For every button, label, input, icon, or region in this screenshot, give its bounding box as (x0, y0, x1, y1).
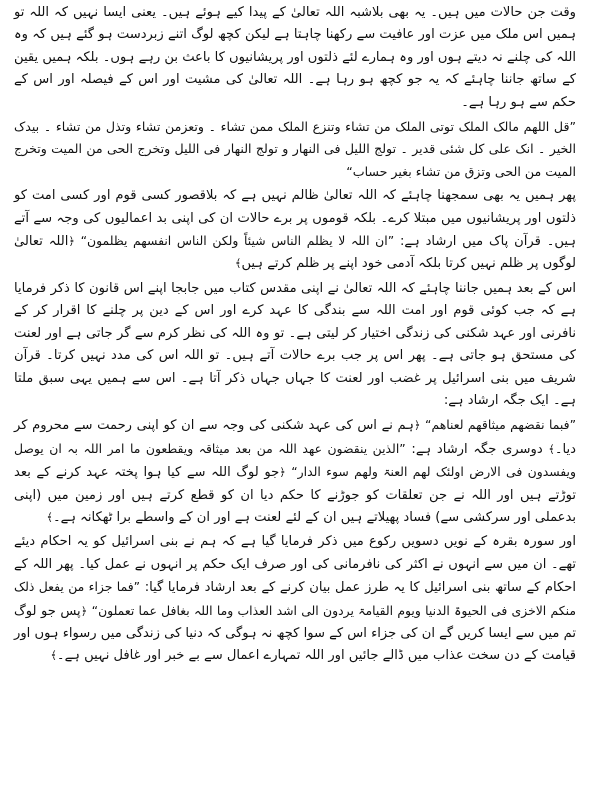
ornament-bracket-icon: ﴾ (548, 442, 555, 456)
text-segment: دوسری جگہ ارشاد ہے: (411, 441, 543, 457)
ornament-bracket-icon: ﴿ (80, 604, 88, 618)
text-segment: اور سورہ بقرہ کے نویں دسویں رکوع میں ذکر فرمایا گیا ہے کہ ہم نے بنی اسرائیل کو یہ احکام دیئے تھے۔ ان میں سے انہوں نے اکثر کی نافرمانی کی اور صرف ایک حکم پر انہوں نے عمل کیا۔ پھر اللہ کے احکام کے ساتھ بنی اسرائیل کا یہ طرز عمل بیان کرنے کے بعد ارشاد فرمایا گیا: (14, 534, 576, 596)
paragraph-current-conditions: وقت جن حالات میں ہیں۔ یہ بھی بلاشبہ اللہ تعالیٰ کے پیدا کیے ہوئے ہیں۔ یعنی ایسا نہیں کہ اللہ تو ہمیں اس ملک میں عزت اور عافیت سے رکھنا چاہتا ہے لیکن کچھ لوگ اتنے زبردست ہو گئے ہیں کہ وہ اللہ کی چلنے نہ دیتے ہوں اور وہ ہمارے لئے ذلتوں اور پریشانیوں کا باعث بن رہے ہوں۔ بلکہ ہمیں یقین کے ساتھ جاننا چاہئے کہ یہ جو کچھ ہو رہا ہے۔ اللہ تعالیٰ کی مشیت اور اس کے فیصلہ اور اس کے حکم سے ہو رہا ہے۔ (13, 5, 576, 110)
translation-segment: جو لوگ اللہ سے کیا ہوا پختہ عہد کرنے کے بعد توڑتے ہیں اور اللہ نے جن تعلقات کو جوڑنے کا حکم دیا ان کو قطع کرتے ہیں اور زمین میں (اپنی بدعملی اور سرکشی سے) فساد پھیلاتے ہیں ان کے لئے لعنت ہے اور ان کے واسطے برا ٹھکانہ ہے۔ (14, 465, 576, 525)
paragraph-divine-law: اس کے بعد ہمیں جاننا چاہئے کہ اللہ تعالیٰ نے اپنی مقدس کتاب میں جابجا اپنے اس قانون کا ذکر فرمایا ہے کہ جب کوئی قوم اور امت اللہ سے بندگی کا عہد کرے اور اس کے دین پر چلنے کا اقرار کر کے نافرنی اور عہد شکنی کی زندگی اختیار کر لیتی ہے۔ تو وہ اللہ کی نظر کرم سے گر جاتی ہے اور لعنت کی مستحق ہو جاتی ہے۔ پھر اس پر جب برے حالات آتے ہیں۔ تو اللہ اس کی مدد نہیں کرتا۔ قرآن شریف میں بنی اسرائیل پر غضب اور لعنت کا جہاں جہاں ذکر آتا ہے۔ اس سے ہمیں یہی سبق ملتا ہے۔ ایک جگہ ارشاد ہے: (14, 280, 576, 408)
paragraph-allah-not-unjust (14, 185, 576, 276)
ornament-bracket-icon: ﴿ (68, 235, 75, 249)
quran-quote-inline: ”الذین ینقضون عھد اللہ من بعد میثاقہ ویقطعون ما امر اللہ بہ ان یوصل ویفسدون فی الارض اولئک لھم العنۃ ولھم سوء الدار“ (14, 440, 576, 480)
ornament-bracket-icon: ﴾ (46, 510, 53, 524)
quran-quote-inline: ”فبما نقضھم میثاقھم لعناھم“ (425, 417, 576, 433)
ornament-bracket-icon: ﴾ (50, 649, 57, 663)
translation-segment: اللہ تعالیٰ لوگوں پر ظلم نہیں کرتا بلکہ آدمی خود اپنے پر ظلم کرتے ہیں (14, 234, 576, 272)
ornament-bracket-icon: ﴾ (234, 257, 242, 271)
paragraph-surah-baqarah (14, 531, 576, 667)
ornament-bracket-icon: ﴿ (413, 419, 421, 433)
quran-quote-inline: ”ان اللہ لا یظلم الناس شیئاً ولکن الناس انفسھم یظلمون“ (80, 233, 395, 249)
text-segment: پھر ہمیں یہ بھی سمجھنا چاہئے کہ اللہ تعالیٰ ظالم نہیں ہے کہ بلاقصور کسی قوم اور کسی امت کو ذلتوں اور پریشانیوں میں مبتلا کرے۔ بلکہ قوموں پر برے حالات ان کی اپنی بد اعمالیوں کی وجہ سے آتے ہیں۔ قرآن پاک میں ارشاد ہے: (14, 188, 576, 250)
translation-segment: پس جو لوگ تم میں سے ایسا کریں گے ان کی جزاء اس کے سوا کچھ نہ ہوگی کہ دنیا کی زندگی میں رسواء ہوں اور قیامت کے دن سخت عذاب میں ڈالے جائیں اور اللہ تمہارے اعمال سے بے خبر اور غافل نہیں ہے۔ (14, 603, 576, 664)
quran-quote-inline: ”فما جزاء من یفعل ذلک منکم الاخزی فی الحیوۃ الدنیا ویوم القیامۃ یردون الی اشد العذاب وما اللہ بغافل عما تعملون“ (14, 579, 576, 618)
quran-verse-surah-al-imran: ”قل اللھم مالک الملک توتی الملک من تشاء وتنزع الملک ممن تشاء ۔ وتعزمن تشاء وتذل من تشاء ۔ بیدک الخیر ۔ انک علی کل شئی قدیر ۔ تولج اللیل فی النھار و تولج النھار فی اللیل وتخرج الحی من المیت وتخرج المیت من الحی وتزق من تشاء بغیر حساب“ (14, 119, 576, 179)
paragraph-breaking-covenant (14, 414, 576, 529)
translation-segment: ہم نے اس کی عہد شکنی کی وجہ سے ان کو اپنی رحمت سے محروم کر دیا۔ (14, 418, 576, 457)
ornament-bracket-icon: ﴿ (279, 466, 286, 480)
